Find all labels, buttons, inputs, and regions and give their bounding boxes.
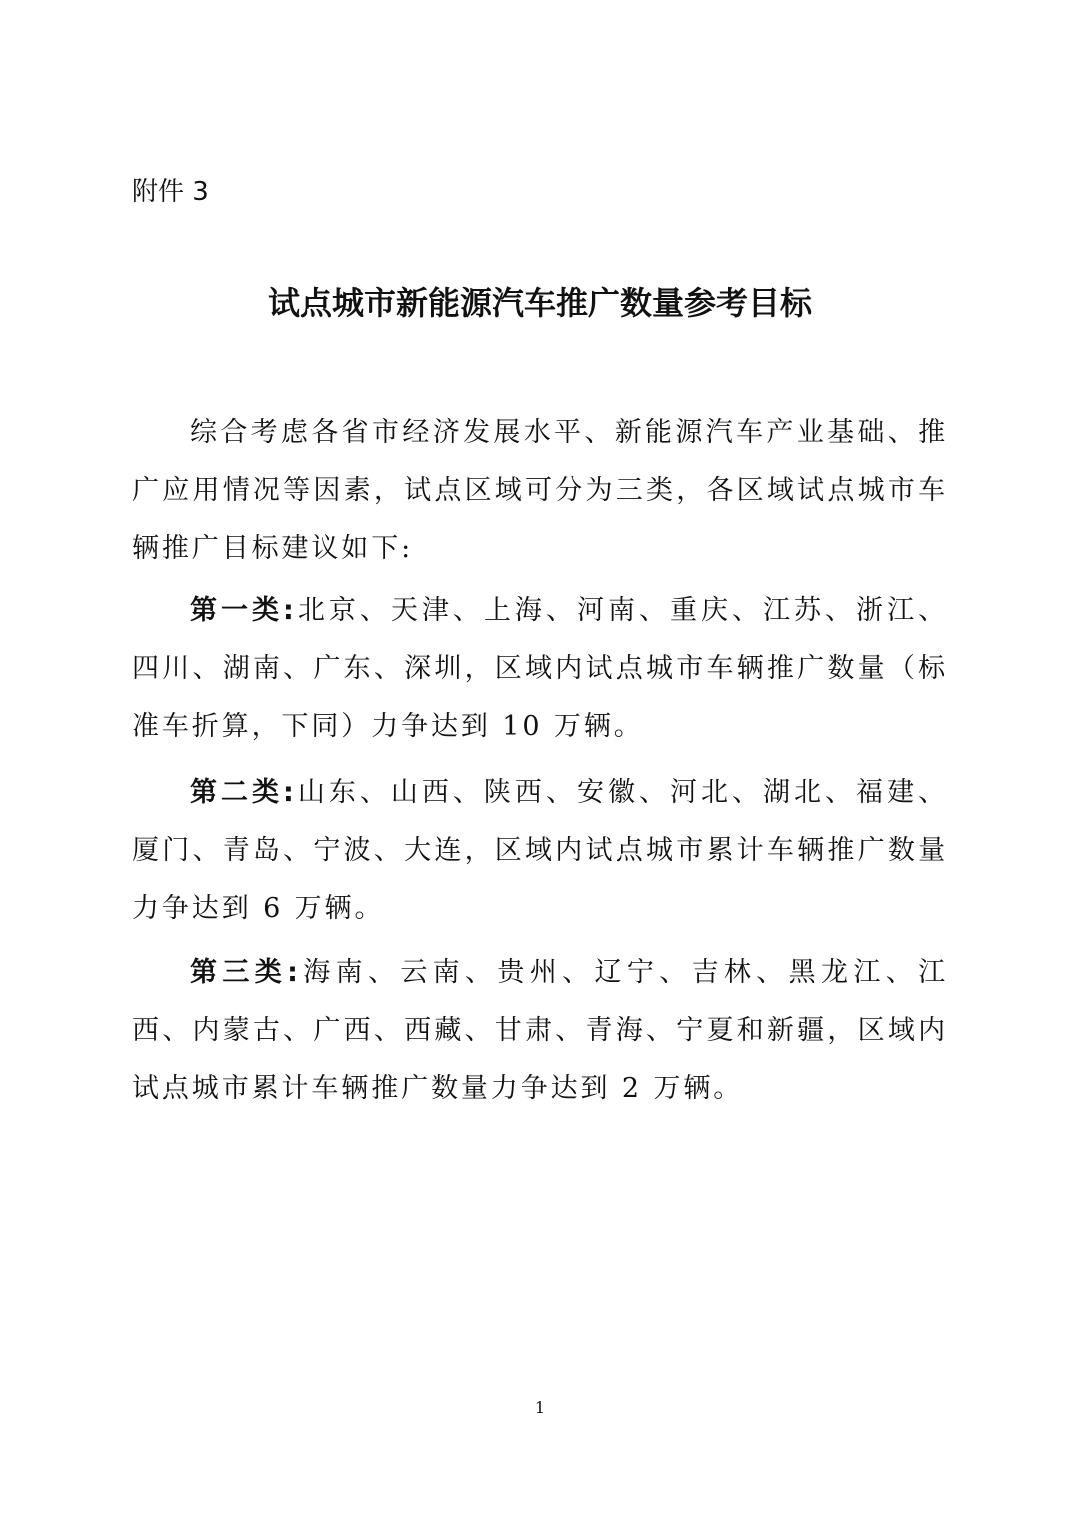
category-2-label: 第二类: [190,777,297,808]
category-1-paragraph [132,582,948,756]
category-1-text: 北京、天津、上海、河南、重庆、江苏、浙江、四川、湖南、广东、深圳，区域内试点城市车辆推广数量（标准车折算，下同）力争达到 10 万辆。 [132,595,948,742]
attachment-label: 附件 3 [132,177,209,207]
intro-paragraph: 综合考虑各省市经济发展水平、新能源汽车产业基础、推广应用情况等因素，试点区域可分为三类，各区域试点城市车辆推广目标建议如下: [132,417,948,564]
document-title: 试点城市新能源汽车推广数量参考目标 [267,284,812,322]
category-3-text: 海南、云南、贵州、辽宁、吉林、黑龙江、江西、内蒙古、广西、西藏、甘肃、青海、宁夏和新疆，区域内试点城市累计车辆推广数量力争达到 2 万辆。 [132,957,948,1104]
category-2-text: 山东、山西、陕西、安徽、河北、湖北、福建、厦门、青岛、宁波、大连，区域内试点城市累计车辆推广数量力争达到 6 万辆。 [132,777,948,924]
category-3-paragraph [132,944,948,1118]
page-number: 1 [534,1398,546,1417]
category-3-label: 第三类: [190,957,301,988]
category-1-label: 第一类: [190,595,297,626]
category-2-paragraph [132,764,948,938]
